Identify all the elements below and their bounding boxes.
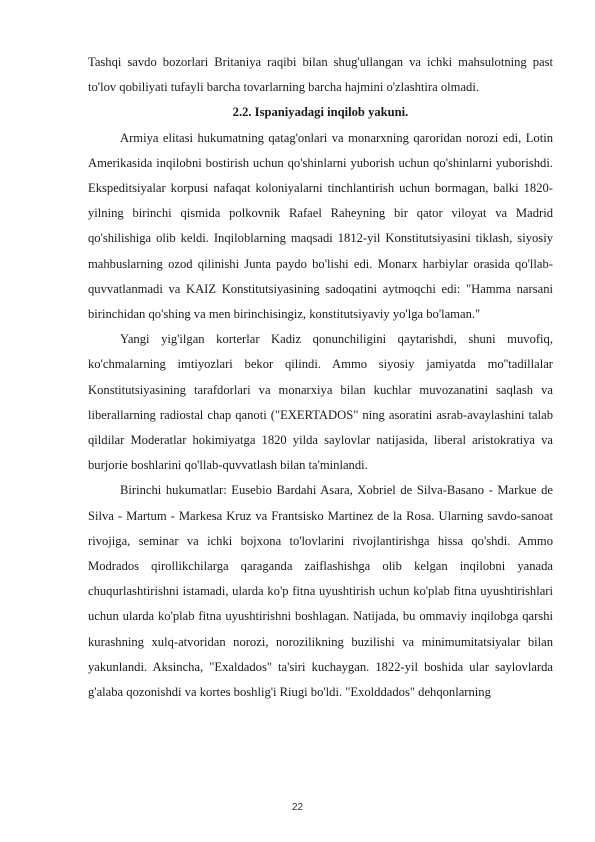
page-content bbox=[88, 50, 553, 705]
body-paragraph-3: Birinchi hukumatlar: Eusebio Bardahi Asara, Xobriel de Silva-Basano - Markue de Silva - Martum - Markesa Kruz va Frantsisko Martinez de la Rosa. Ularning savdo-sanoat rivojiga, seminar va ichki bojxona to'lovlarini rivojlantirishga hissa qo'shdi. Ammo Modrados qirollikchilarga qaraganda zaiflashishga olib kelgan inqilobni yanada chuqurlashtirishni istamadi, ularda ko'p fitna uyushtirish uchun ko'plab fitna uyushtirishlari uchun ularda ko'plab fitna uyushtirishni boshlagan. Natijada, bu ommaviy inqilobga qarshi kurashning xulq-atvoridan norozi, norozilikning buzilishi va minimumitatsiyalar bilan yakunlandi. Aksincha, "Exaldados" ta'siri kuchaygan. 1822-yil boshida ular saylovlarda g'alaba qozonishdi va kortes boshlig'i Riugi bo'ldi. "Exolddados" dehqonlarning bbox=[88, 483, 553, 700]
body-paragraph-1: Armiya elitasi hukumatning qatag'onlari va monarxning qaroridan norozi edi, Lotin Amerikasida inqilobni bostirish uchun qo'shinlarni yuborish uchun qo'shinlarni yuborishdi. Ekspeditsiyalar korpusi nafaqat koloniyalarni tinchlantirish uchun bormagan, balki 1820-yilning birinchi qismida polkovnik Rafael Raheyning bir qator viloyat va Madrid qo'shilishiga olib keldi. Inqiloblarning maqsadi 1812-yil Konstitutsiyasini tiklash, siyosiy mahbuslarning ozod qilinishi Junta paydo bo'lishi edi. Monarx harbiylar orasida qo'llab-quvvatlanmadi va KAIZ Konstitutsiyasining sadoqatini aytmoqchi edi: "Hamma narsani birinchidan qo'shing va men birinchisingiz, konstitutsiyaviy yo'lga bo'laman." bbox=[88, 130, 553, 322]
section-heading: 2.2. Ispaniyadagi inqilob yakuni. bbox=[232, 105, 409, 120]
intro-paragraph: Tashqi savdo bozorlari Britaniya raqibi bilan shug'ullangan va ichki mahsulotning past to'lov qobiliyati tufayli barcha tovarlarning barcha hajmini o'zlashtira olmadi. bbox=[88, 55, 553, 95]
page-number: 22 bbox=[291, 802, 304, 813]
body-paragraph-2: Yangi yig'ilgan korterlar Kadiz qonunchiligini qaytarishdi, shuni muvofiq, ko'chmalarning imtiyozlari bekor qilindi. Ammo siyosiy jamiyatda mo''tadillalar Konstitutsiyasining tarafdorlari va monarxiya bilan kuchlar muvozanatini saqlash va liberallarning radiostal chap qanoti ("EXERTADOS" ning asoratini asrab-avaylashini talab qildilar Moderatlar hokimiyatga 1820 yilda saylovlar natijasida, liberal aristokratiya va burjorie boshlarini qo'llab-quvvatlash bilan ta'minlandi. bbox=[88, 332, 553, 473]
